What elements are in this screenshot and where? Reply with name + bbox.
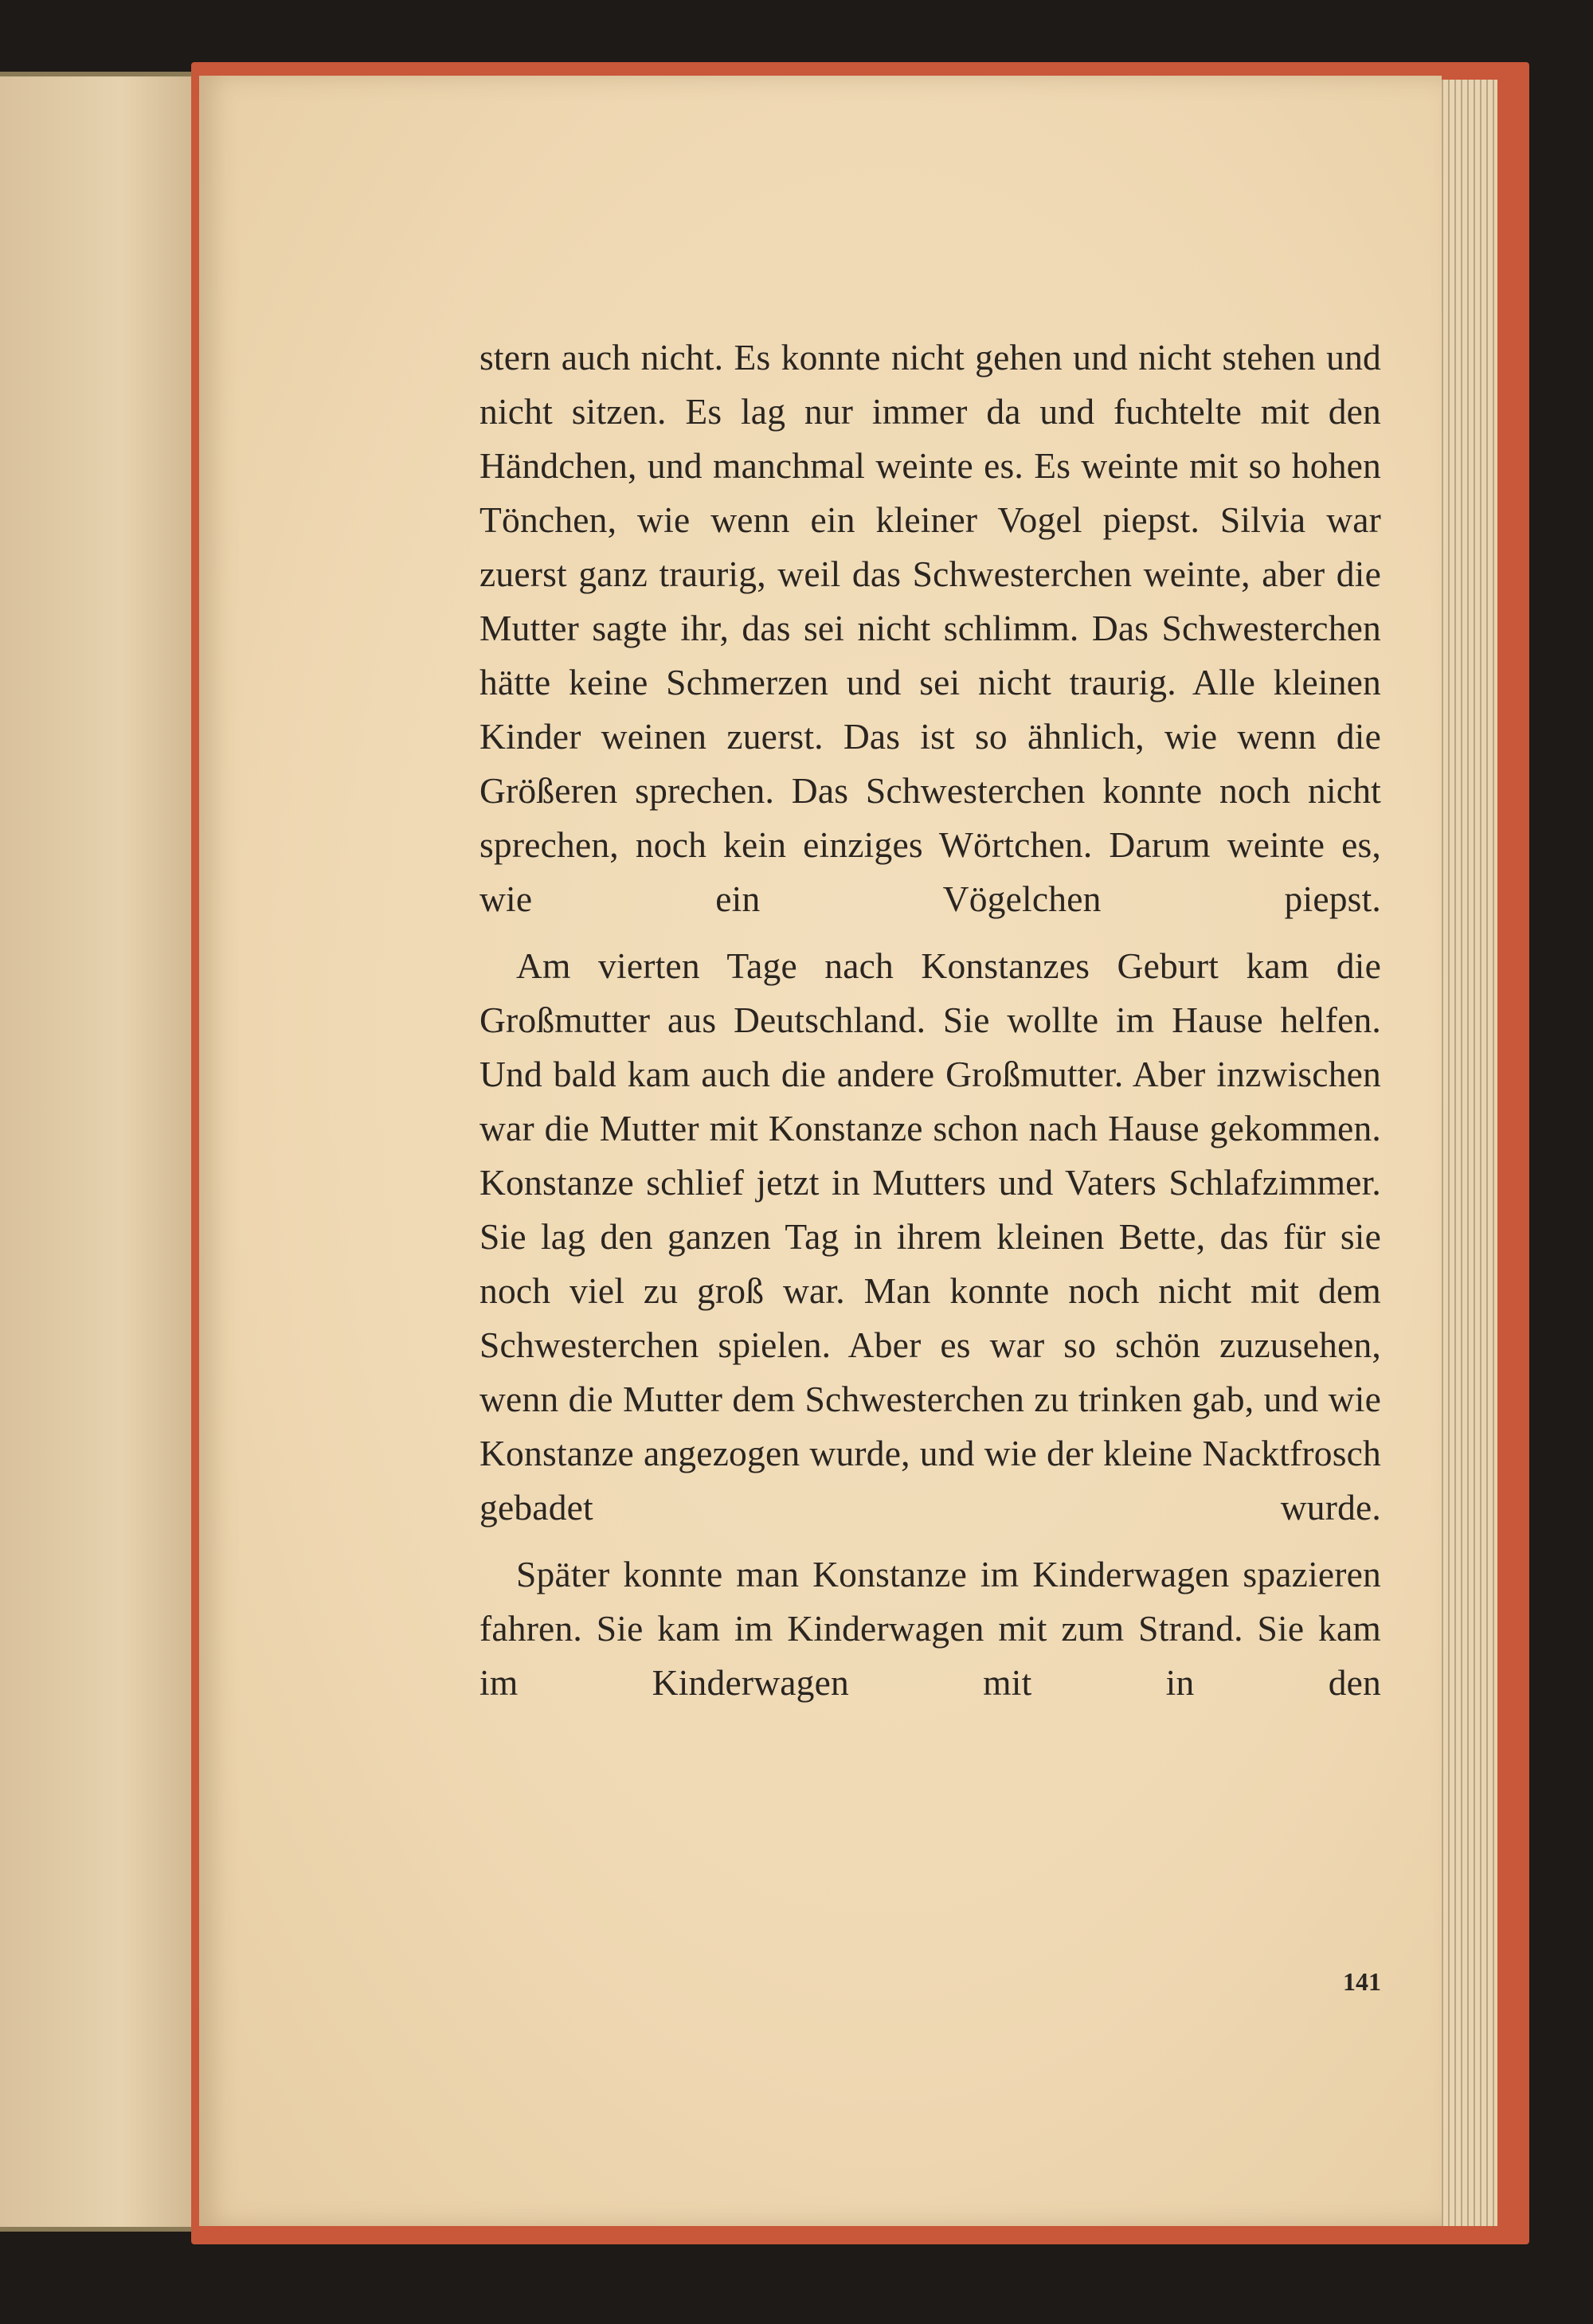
body-text bbox=[479, 331, 1381, 1710]
page-number: 141 bbox=[1343, 1967, 1381, 1996]
left-page-edge bbox=[0, 72, 203, 2232]
paragraph-1: stern auch nicht. Es konnte nicht gehen und nicht stehen und nicht sitzen. Es lag nur immer da und fuchtelte mit den Händchen, und manchmal weinte es. Es weinte mit so hohen Tönchen, wie wenn ein kleiner Vogel piepst. Silvia war zuerst ganz traurig, weil das Schwesterchen weinte, aber die Mutter sagte ihr, das sei nicht schlimm. Das Schwesterchen hätte keine Schmerzen und sei nicht traurig. Alle kleinen Kinder weinen zuerst. Das ist so ähnlich, wie wenn die Größeren sprechen. Das Schwesterchen konnte noch nicht sprechen, noch kein einziges Wörtchen. Darum weinte es, wie ein Vögelchen piepst. bbox=[479, 337, 1381, 919]
book-page bbox=[199, 76, 1442, 2226]
paragraph-3: Später konnte man Konstanze im Kinderwagen spazieren fahren. Sie kam im Kinderwagen mit zum Strand. Sie kam im Kinderwagen mit in den bbox=[479, 1554, 1381, 1703]
paragraph-2: Am vierten Tage nach Konstanzes Geburt kam die Großmutter aus Deutschland. Sie wollte im Hause helfen. Und bald kam auch die andere Großmutter. Aber inzwischen war die Mutter mit Konstanze schon nach Hause gekommen. Konstanze schlief jetzt in Mutters und Vaters Schlafzimmer. Sie lag den ganzen Tag in ihrem kleinen Bette, das für sie noch viel zu groß war. Man konnte noch nicht mit dem Schwesterchen spielen. Aber es war so schön zuzusehen, wenn die Mutter dem Schwesterchen zu trinken gab, und wie Konstanze angezogen wurde, und wie der kleine Nacktfrosch gebadet wurde. bbox=[479, 945, 1381, 1528]
